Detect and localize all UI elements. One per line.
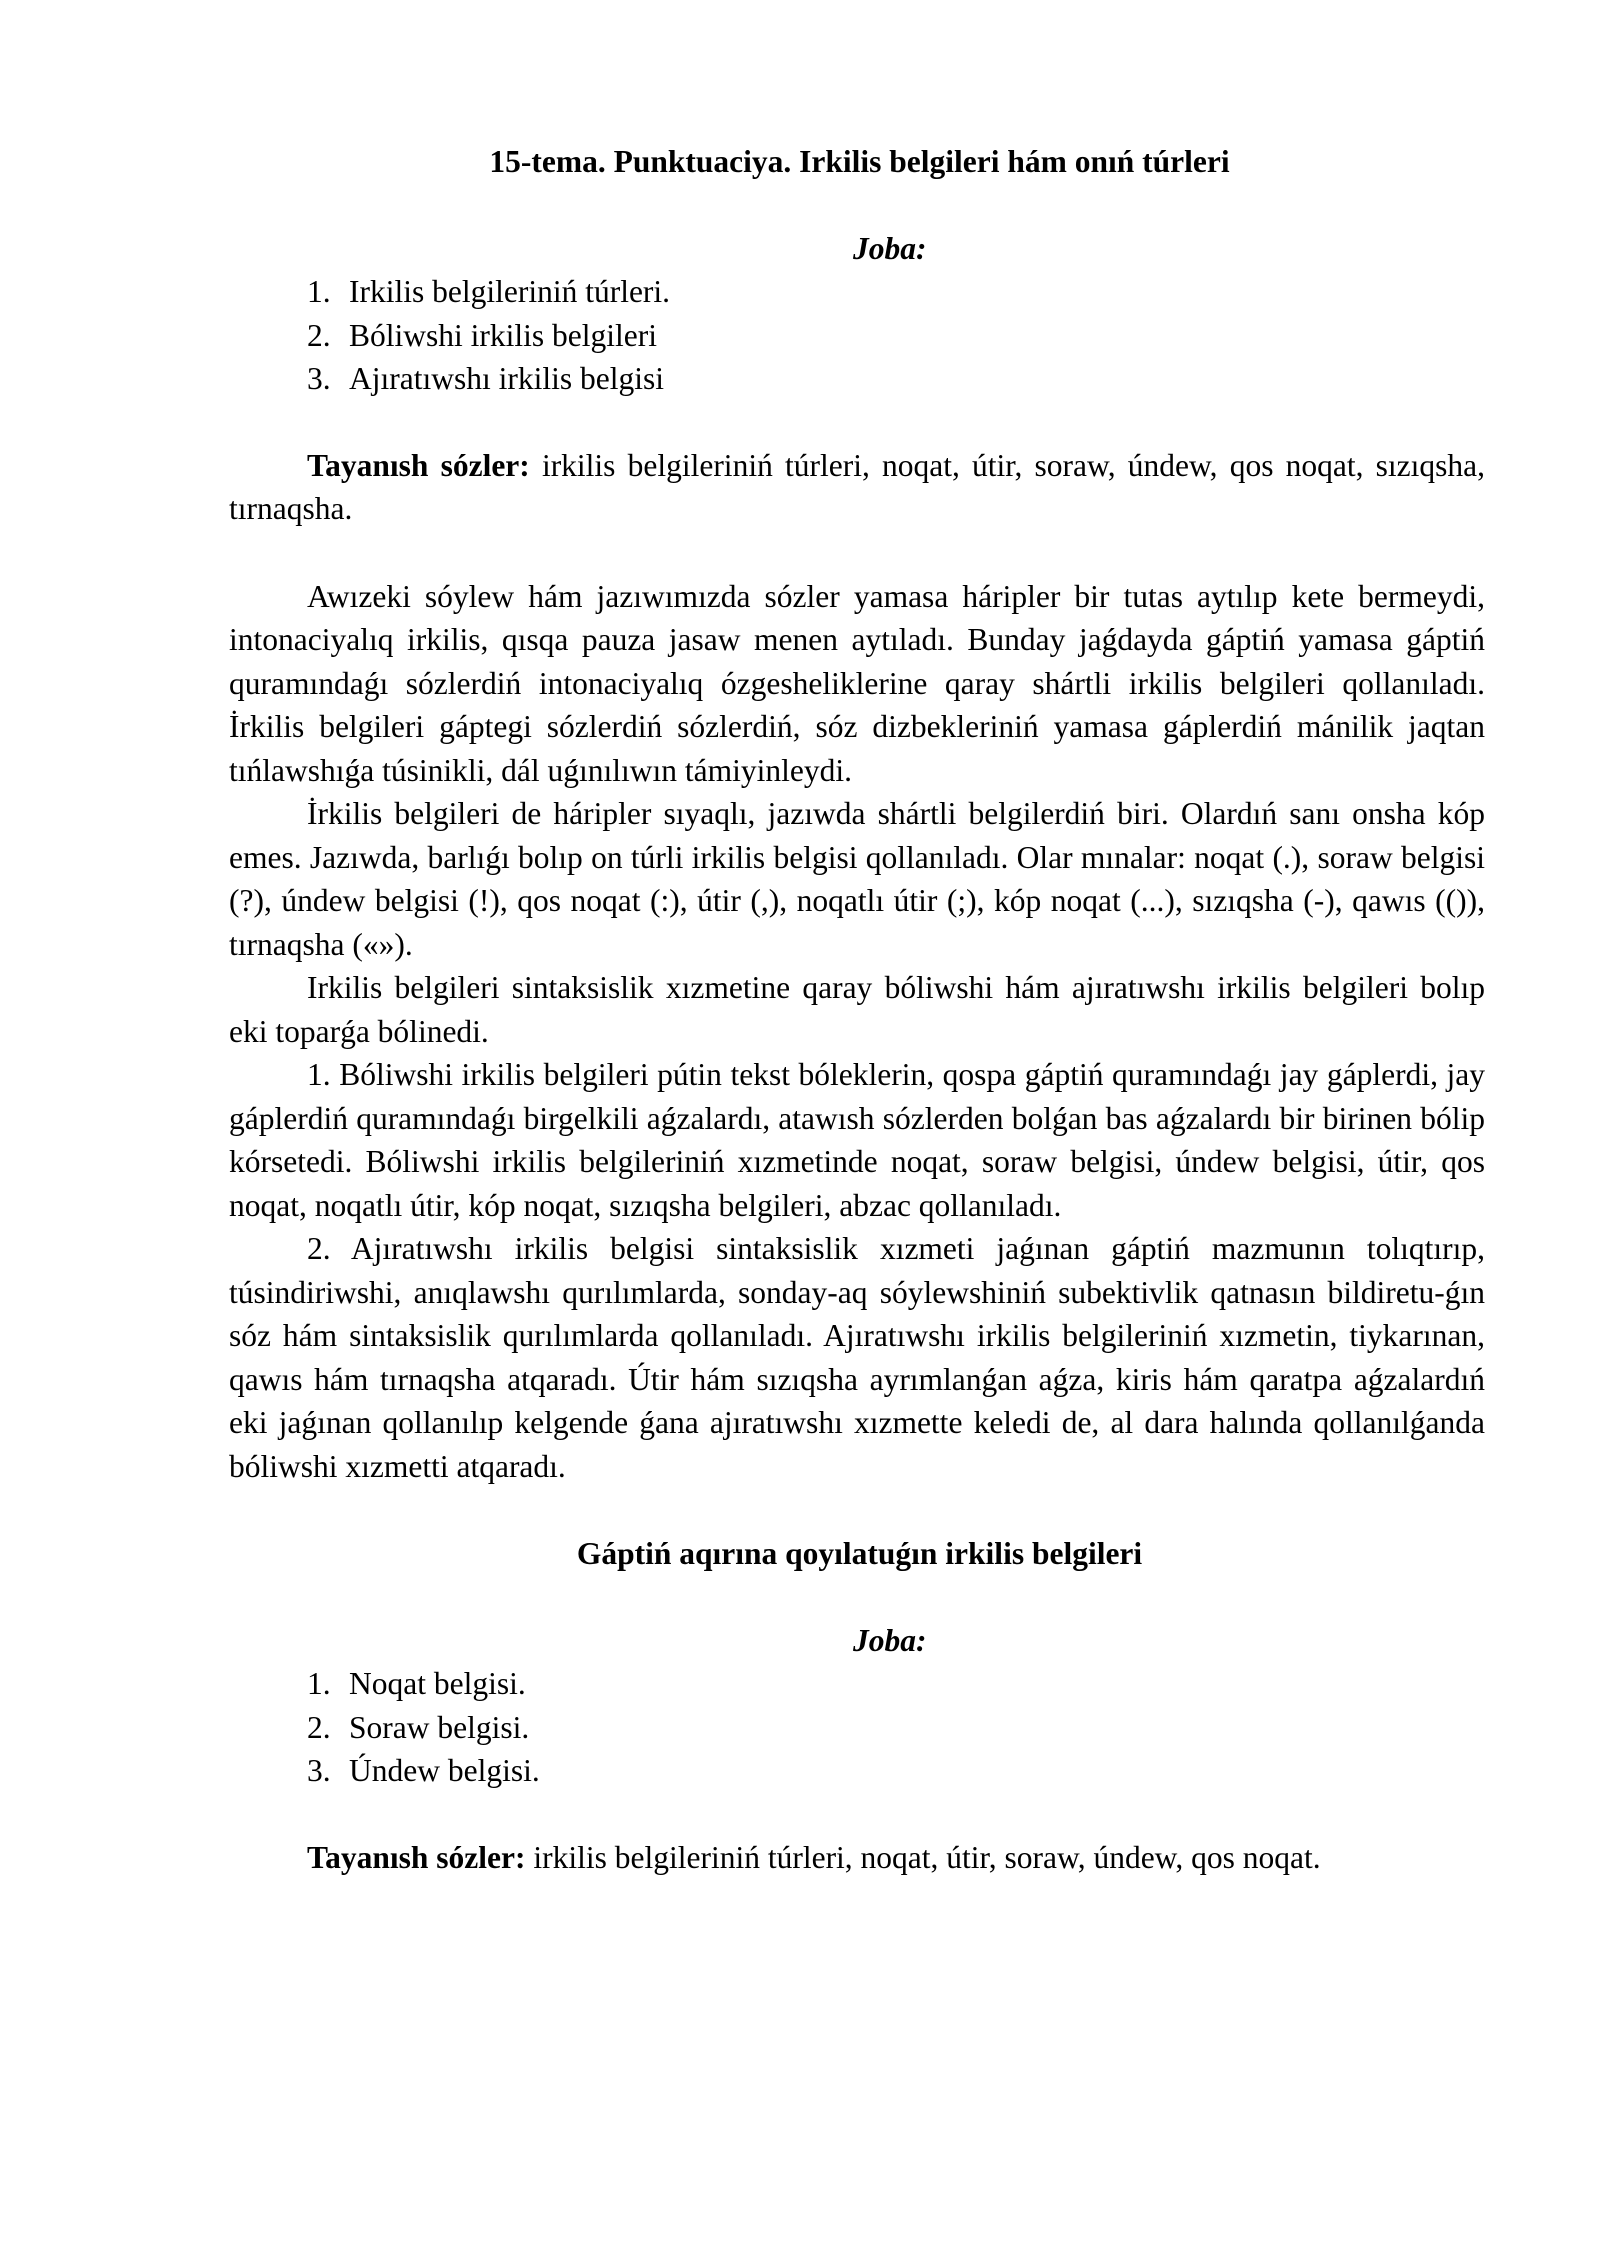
document-page	[229, 140, 1485, 1879]
plan-item-number: 1.	[307, 274, 331, 309]
keywords-text: irkilis belgileriniń túrleri, noqat, útir, soraw, úndew, qos noqat, sızıqsha, tırnaqsha.	[229, 447, 1485, 526]
plan-item-number: 1.	[307, 1666, 331, 1701]
section-2-keywords	[229, 1836, 1485, 1880]
plan-item-number: 2.	[307, 317, 331, 353]
body-paragraph: 2. Ajıratıwshı irkilis belgisi sintaksislik xızmeti jaǵınan gáptiń mazmunın tolıqtırıp, túsindiriwshi, anıqlawshı qurılımlarda, sonday-aq sóylewshiniń subektivlik qatnasın bildiretu-ǵın sóz hám sintaksislik qurılımlarda qollanıladı. Ajıratıwshı irkilis belgileriniń xızmetin, tiykarınan, qawıs hám tırnaqsha atqaradı. Útir hám sızıqsha ayrımlanǵan aǵza, kiris hám qaratpa aǵzalardıń eki jaǵınan qollanılıp kelgende ǵana ajıratıwshı xızmette keledi de, al dara halında qollanılǵanda bóliwshi xızmetti atqaradı.	[229, 1231, 1485, 1484]
plan-item-text: Ajıratıwshı irkilis belgisi	[349, 361, 664, 396]
plan-item	[307, 1706, 1485, 1750]
section-1-plan-heading: Joba:	[853, 230, 927, 266]
body-paragraph: Irkilis belgileri sintaksislik xızmetine qaray bóliwshi hám ajıratıwshı irkilis belgileri bolıp eki toparǵa bólinedi.	[229, 970, 1485, 1049]
plan-item-number: 3.	[307, 361, 331, 396]
section-1-plan-list	[229, 270, 1485, 401]
plan-item-text: Bóliwshi irkilis belgileri	[349, 317, 657, 353]
plan-item-text: Soraw belgisi.	[349, 1709, 530, 1745]
section-1-title: 15-tema. Punktuaciya. Irkilis belgileri hám onıń túrleri	[489, 144, 1230, 179]
section-2-title: Gáptiń aqırına qoyılatuǵın irkilis belgileri	[576, 1536, 1143, 1571]
plan-item	[307, 270, 1485, 314]
keywords-label: Tayanısh sózler:	[307, 447, 530, 483]
body-paragraph: Awızeki sóylew hám jazıwımızda sózler yamasa háripler bir tutas aytılıp kete bermeydi, intonaciyalıq irkilis, qısqa pauza jasaw menen aytıladı. Bunday jaǵdayda gáptiń yamasa gáptiń quramındaǵı sózlerdiń intonaciyalıq ózgesheliklerine qaray shártli irkilis belgileri qollanıladı. İrkilis belgileri gáptegi sózlerdiń sózlerdiń, sóz dizbekleriniń yamasa gáplerdiń mánilik jaqtan tıńlawshıǵa túsinikli, dál uǵınılıwın támiyinleydi.	[229, 578, 1485, 788]
plan-item	[307, 1749, 1485, 1793]
keywords-text: irkilis belgileriniń túrleri, noqat, útir, soraw, úndew, qos noqat.	[525, 1839, 1321, 1875]
plan-item-number: 3.	[307, 1753, 331, 1788]
section-1-keywords	[229, 444, 1485, 531]
plan-item	[307, 314, 1485, 358]
body-paragraph: İrkilis belgileri de háripler sıyaqlı, jazıwda shártli belgilerdiń biri. Olardıń sanı onsha kóp emes. Jazıwda, barlıǵı bolıp on túrli irkilis belgisi qollanıladı. Olar mınalar: noqat (.), soraw belgisi (?), úndew belgisi (!), qos noqat (:), útir (,), noqatlı útir (;), kóp noqat (...), sızıqsha (-), qawıs (()), tırnaqsha («»).	[229, 796, 1485, 962]
section-2-plan-list	[229, 1662, 1485, 1793]
body-paragraph: 1. Bóliwshi irkilis belgileri pútin tekst bóleklerin, qospa gáptiń quramındaǵı jay gáplerdi, jay gáplerdiń quramındaǵı birgelkili aǵzalardı, atawısh sózlerden bolǵan bas aǵzalardı bir birinen bólip kórsetedi. Bóliwshi irkilis belgileriniń xızmetinde noqat, soraw belgisi, úndew belgisi, útir, qos noqat, noqatlı útir, kóp noqat, sızıqsha belgileri, abzac qollanıladı.	[229, 1057, 1485, 1223]
plan-item-number: 2.	[307, 1709, 331, 1745]
section-2-plan-heading: Joba:	[853, 1622, 927, 1658]
plan-item	[307, 357, 1485, 401]
plan-item-text: Noqat belgisi.	[349, 1666, 526, 1701]
keywords-label: Tayanısh sózler:	[307, 1839, 526, 1875]
plan-item-text: Úndew belgisi.	[349, 1753, 540, 1788]
plan-item	[307, 1662, 1485, 1706]
plan-item-text: Irkilis belgileriniń túrleri.	[349, 274, 671, 309]
